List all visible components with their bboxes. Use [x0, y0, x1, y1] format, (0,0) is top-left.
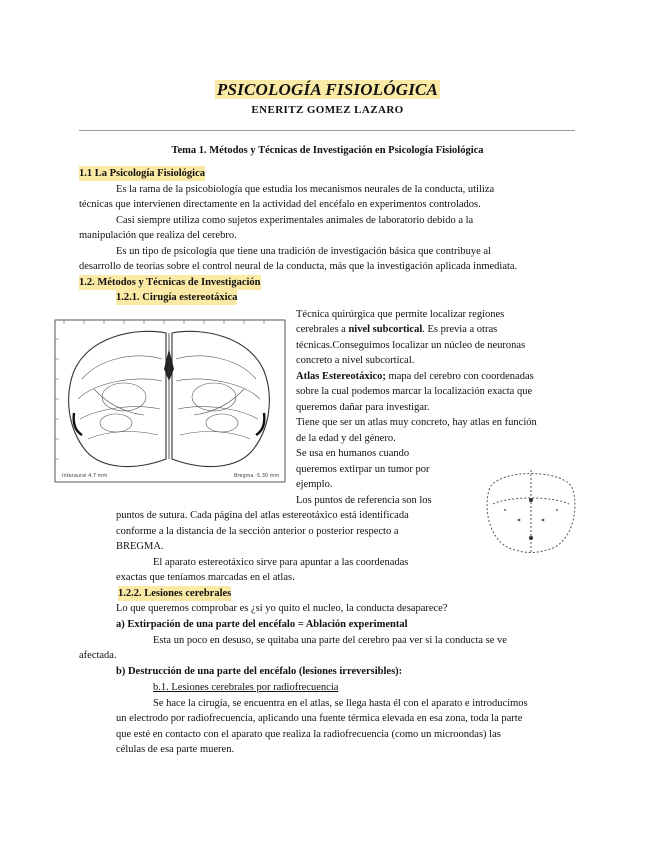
body-line: conforme a la distancia de la sección anterior o posterior respecto a [116, 526, 399, 537]
subsection-heading-1-2-2: 1.2.2. Lesiones cerebrales [118, 588, 232, 599]
body-line: un electrodo por radiofrecuencia, aplicando una fuente térmica elevada en esa zona, toda la parte [116, 713, 523, 724]
body-line: Esta un poco en desuso, se quitaba una parte del cerebro paa ver si la conducta se ve [153, 635, 507, 646]
emphasis: nivel subcortical [348, 324, 423, 335]
paragraph-line: Es la rama de la psicobiología que estudia los mecanismos neurales de la conducta, utiliza [116, 184, 495, 195]
header-divider [79, 130, 575, 131]
body-line: células de esa parte mueren. [116, 744, 235, 755]
body-line: concreto a nivel subcortical. [296, 355, 415, 366]
item-heading-b: b) Destrucción de una parte del encéfalo (lesiones irreversibles): [116, 666, 403, 677]
body-line: que esté en contacto con el aparato que realiza la radiofrecuencia (como un microondas) las [116, 729, 501, 740]
section-heading-1-1: 1.1 La Psicología Fisiológica [79, 168, 205, 179]
body-line: BREGMA. [116, 541, 164, 552]
brain-caption-left: Interaural 4.7 mm [62, 473, 108, 479]
skull-sutures-image [479, 460, 583, 556]
paragraph-line: Casi siempre utiliza como sujetos experimentales animales de laboratorio debido a la [116, 215, 474, 226]
body-line: El aparato estereotáxico sirve para apuntar a las coordenadas [153, 557, 409, 568]
paragraph-line: desarrollo de teorías sobre el control neural de la conducta, más que la investigación aplicada inmediata. [79, 261, 518, 272]
body-line: queremos dañar para investigar. [296, 402, 430, 413]
body-line: ejemplo. [296, 479, 333, 490]
body-line: puntos de sutura. Cada página del atlas estereotáxico está identificada [116, 510, 409, 521]
paragraph-line: manipulación que realiza del cerebro. [79, 230, 237, 241]
brain-caption-right: Bregma -5.30 mm [234, 473, 280, 479]
author-name: ENERITZ GOMEZ LAZARO [251, 104, 404, 116]
body-line: queremos extirpar un tumor por [296, 464, 430, 475]
body-line: Atlas Estereotáxico; mapa del cerebro con coordenadas [296, 371, 534, 382]
paragraph-line: Es un tipo de psicología que tiene una tradición de investigación básica que contribuye al [116, 246, 491, 257]
body-line: Se hace la cirugía, se encuentra en el atlas, se llega hasta él con el aparato e introducimos [153, 698, 528, 709]
body-line: Se usa en humanos cuando [296, 448, 410, 459]
body-line: afectada. [79, 650, 117, 661]
title-text: PSICOLOGÍA FISIOLÓGICA [216, 80, 439, 99]
paragraph-line: técnicas que intervienen directamente en la actividad del encéfalo en experimentos controlados. [79, 199, 481, 210]
document-title [0, 80, 655, 100]
subsection-heading-1-2-1: 1.2.1. Cirugía estereotáxica [116, 292, 238, 303]
item-heading-a: a) Extirpación de una parte del encéfalo = Ablación experimental [116, 619, 408, 630]
emphasis: Atlas Estereotáxico; [296, 371, 386, 382]
body-line: Técnica quirúrgica que permite localizar regiones [296, 309, 505, 320]
body-line: cerebrales a nivel subcortical. Es previa a otras [296, 324, 498, 335]
body-line: Tiene que ser un atlas muy concreto, hay atlas en función [296, 417, 537, 428]
topic-title: Tema 1. Métodos y Técnicas de Investigación en Psicología Fisiológica [171, 145, 484, 156]
body-line: de la edad y del género. [296, 433, 396, 444]
brain-atlas-image [54, 319, 286, 483]
body-line: técnicas.Conseguimos localizar un núcleo de neuronas [296, 340, 526, 351]
item-heading-b1: b.1. Lesiones cerebrales por radiofrecuencia [153, 682, 339, 693]
body-line: Lo que queremos comprobar es ¿si yo quito el nucleo, la conducta desaparece? [116, 603, 448, 614]
section-heading-1-2: 1.2. Métodos y Técnicas de Investigación [79, 277, 261, 288]
body-line: exactas que teníamos marcadas en el atlas. [116, 572, 295, 583]
body-line: Los puntos de referencia son los [296, 495, 432, 506]
body-line: sobre la cual podemos marcar la localización exacta que [296, 386, 533, 397]
